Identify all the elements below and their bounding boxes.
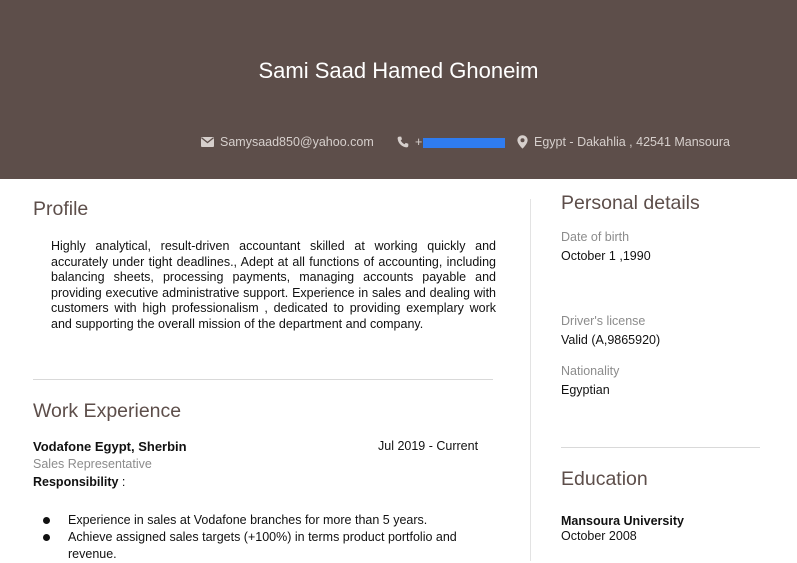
license-label: Driver's license: [561, 314, 646, 328]
section-divider: [33, 379, 493, 380]
contact-location: [517, 133, 730, 151]
nationality-label: Nationality: [561, 364, 620, 378]
nationality-value: Egyptian: [561, 383, 610, 397]
work-experience-heading: Work Experience: [33, 400, 182, 422]
job-title: Sales Representative: [33, 457, 152, 471]
column-divider: [530, 199, 531, 561]
profile-summary: Highly analytical, result-driven accountant skilled at working quickly and accurately under tight deadlines., Adept at all functions of accounting, including balancing sheets, processing payments, managing accounts payable and providing executive administrative support. Experience in sales and dealing with customers with high professionalism , dedicated to providing exemplary work and supporting the overall mission of the department and company.: [51, 239, 496, 331]
location-text: Egypt - Dakahlia , 42541 Mansoura: [534, 135, 730, 149]
contact-email[interactable]: [201, 133, 374, 151]
phone-redaction: [423, 138, 505, 148]
phone-text: +: [415, 135, 506, 149]
license-value: Valid (A,9865920): [561, 333, 661, 347]
email-text: Samysaad850@yahoo.com: [220, 135, 374, 149]
education-heading: Education: [561, 468, 648, 490]
section-divider: [561, 447, 760, 448]
phone-icon: [397, 136, 409, 148]
list-item: Achieve assigned sales targets (+100%) in terms product portfolio and revenue.: [40, 529, 490, 563]
dob-value: October 1 ,1990: [561, 249, 651, 263]
personal-details-heading: Personal details: [561, 192, 700, 214]
responsibility-list: [40, 512, 490, 563]
employment-dates: Jul 2019 - Current: [378, 439, 479, 453]
map-pin-icon: [517, 135, 528, 149]
responsibility-label: Responsibility :: [33, 475, 126, 489]
education-date: October 2008: [561, 529, 637, 543]
envelope-icon: [201, 137, 214, 147]
dob-label: Date of birth: [561, 230, 630, 244]
employer-name: Vodafone Egypt, Sherbin: [33, 439, 187, 454]
contact-phone[interactable]: [397, 133, 506, 151]
resume-header: [0, 0, 797, 179]
profile-heading: Profile: [33, 198, 89, 220]
university-name: Mansoura University: [561, 514, 684, 528]
candidate-name: Sami Saad Hamed Ghoneim: [258, 58, 539, 83]
list-item: Experience in sales at Vodafone branches for more than 5 years.: [40, 512, 490, 529]
